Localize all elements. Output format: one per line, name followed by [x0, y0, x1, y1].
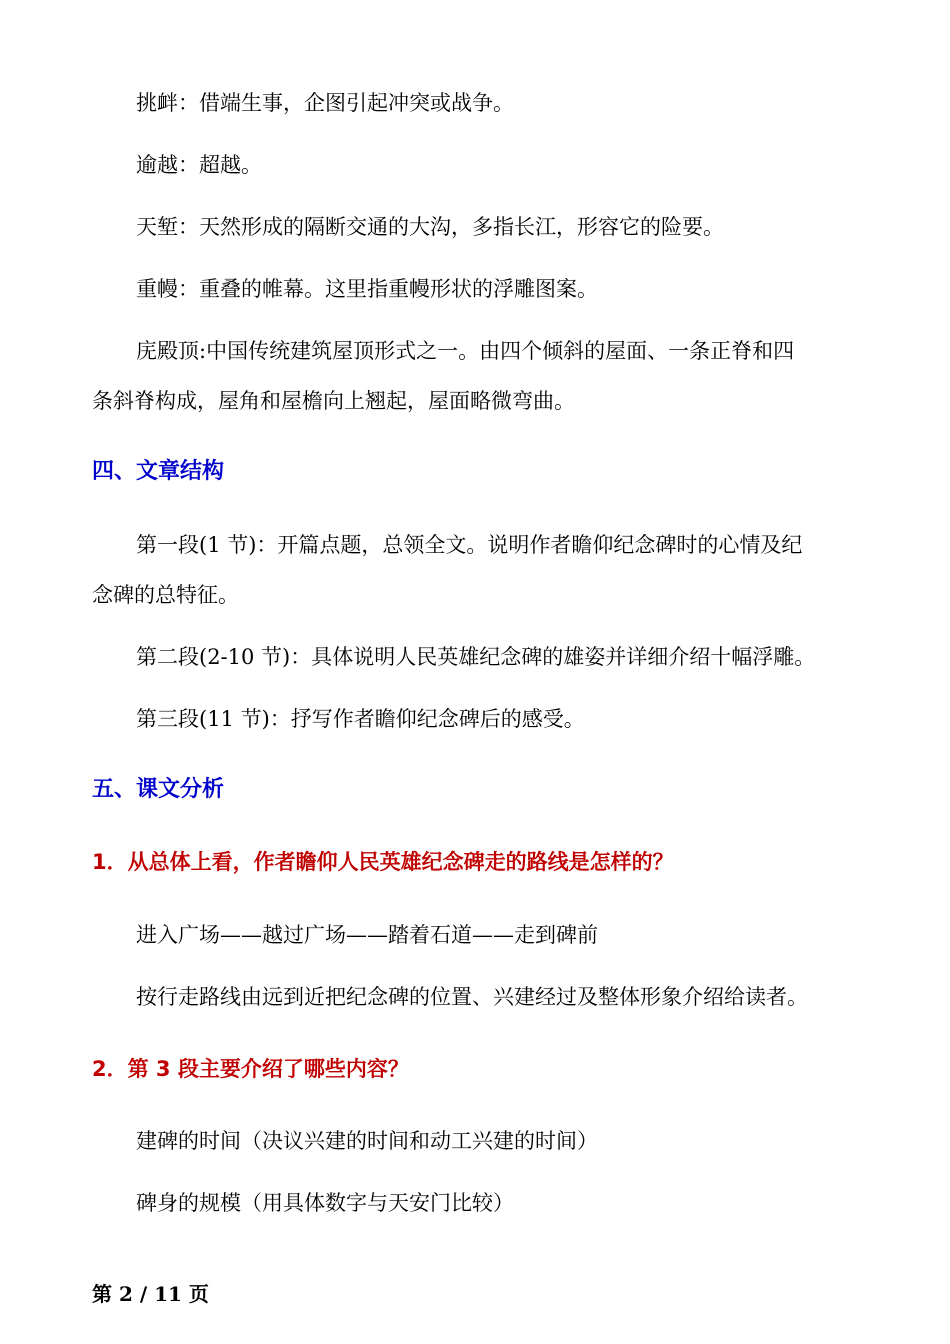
structure-paragraph-1-line2: 念碑的总特征。: [92, 583, 239, 607]
question-1: 1．从总体上看，作者瞻仰人民英雄纪念碑走的路线是怎样的？: [92, 850, 674, 874]
glossary-item-tiaoxin: 挑衅：借端生事，企图引起冲突或战争。: [136, 91, 514, 115]
section-heading-analysis: 五、课文分析: [92, 777, 225, 802]
question-1-answer-1: 进入广场——越过广场——踏着石道——走到碑前: [136, 923, 598, 947]
section-heading-structure: 四、文章结构: [92, 459, 225, 484]
structure-paragraph-2: 第二段(2-10 节)：具体说明人民英雄纪念碑的雄姿并详细介绍十幅浮雕。: [136, 645, 816, 669]
glossary-item-chongman: 重幔：重叠的帷幕。这里指重幔形状的浮雕图案。: [136, 277, 598, 301]
question-2-answer-2: 碑身的规模（用具体数字与天安门比较）: [136, 1191, 514, 1215]
question-2: 2．第 3 段主要介绍了哪些内容？: [92, 1057, 409, 1081]
glossary-item-tianqian: 天堑：天然形成的隔断交通的大沟，多指长江，形容它的险要。: [136, 215, 724, 239]
question-2-answer-1: 建碑的时间（决议兴建的时间和动工兴建的时间）: [136, 1129, 598, 1153]
glossary-item-wudianding-line1: 庑殿顶:中国传统建筑屋顶形式之一。由四个倾斜的屋面、一条正脊和四: [136, 339, 795, 363]
question-1-answer-2: 按行走路线由远到近把纪念碑的位置、兴建经过及整体形象介绍给读者。: [136, 985, 808, 1009]
structure-paragraph-3: 第三段(11 节)：抒写作者瞻仰纪念碑后的感受。: [136, 707, 585, 731]
structure-paragraph-1-line1: 第一段(1 节)：开篇点题，总领全文。说明作者瞻仰纪念碑时的心情及纪: [136, 533, 803, 557]
glossary-item-wudianding-line2: 条斜脊构成，屋角和屋檐向上翘起，屋面略微弯曲。: [92, 389, 575, 413]
glossary-item-yuyue: 逾越：超越。: [136, 153, 262, 177]
page-number: 第 2 / 11 页: [92, 1282, 209, 1306]
